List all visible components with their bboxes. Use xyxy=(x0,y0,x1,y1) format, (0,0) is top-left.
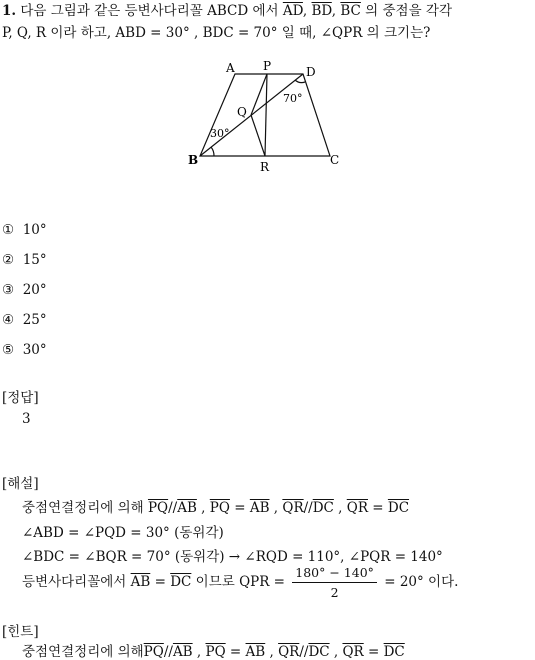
segment-pq: $\overline{PQ}$ xyxy=(147,500,169,516)
segment-ab: $\overline{AB}$ xyxy=(172,644,193,660)
segment-pr xyxy=(265,74,267,156)
option-mark: ④ xyxy=(2,312,15,328)
segment-qr: $\overline{QR}$ xyxy=(278,644,300,660)
angle-label-70: 70° xyxy=(283,92,303,105)
text: = 20° 이다. xyxy=(379,574,459,590)
segment-bc: $\overline{BC}$ xyxy=(340,3,361,19)
parallel-sign: // xyxy=(303,500,313,516)
segment-ad: $\overline{AD}$ xyxy=(282,3,303,19)
option-mark: ⑤ xyxy=(2,342,15,358)
option-mark: ① xyxy=(2,222,15,238)
option-mark: ③ xyxy=(2,282,15,298)
text: 중점연결정리에 의해 xyxy=(22,644,144,660)
equals-sign: = xyxy=(367,500,388,516)
angle-arc-70 xyxy=(295,80,305,83)
angle-label-30: 30° xyxy=(210,127,230,140)
explanation-line-4 xyxy=(22,565,458,600)
segment-dc: $\overline{DC}$ xyxy=(312,500,334,516)
segment-dc: $\overline{DC}$ xyxy=(387,500,410,516)
separator: , xyxy=(196,500,210,516)
question-text: 의 중점을 각각 xyxy=(360,3,453,19)
segment-ab: $\overline{AB}$ xyxy=(177,500,197,516)
segment-pq: $\overline{PQ}$ xyxy=(205,644,226,660)
equals-sign: = xyxy=(150,574,171,590)
parallel-sign: // xyxy=(168,500,178,516)
text: 중점연결정리에 의해 xyxy=(22,500,148,516)
question-line-1 xyxy=(2,2,452,20)
fraction-denominator: 2 xyxy=(330,585,339,600)
angle-arc-30 xyxy=(211,147,214,156)
trapezoid-figure xyxy=(180,58,350,176)
explanation-line-1 xyxy=(22,496,409,516)
parallel-sign: // xyxy=(163,644,173,660)
text: 이므로 QPR = xyxy=(191,574,290,590)
segment-qr: $\overline{QR}$ xyxy=(282,500,304,516)
explanation-line-2: ∠ABD = ∠PQD = 30° (동위각) xyxy=(22,525,224,541)
option-5[interactable] xyxy=(2,342,47,358)
option-4[interactable] xyxy=(2,312,47,328)
hint-line-1 xyxy=(22,640,405,660)
answer-heading: [정답] xyxy=(2,390,39,406)
option-text: 25° xyxy=(22,312,47,328)
segment-pq: $\overline{PQ}$ xyxy=(143,644,164,660)
option-mark: ② xyxy=(2,252,15,268)
separator: , xyxy=(329,644,343,660)
label-r: R xyxy=(260,160,270,174)
segment-qr xyxy=(251,115,265,156)
option-1[interactable] xyxy=(2,222,47,238)
equals-sign: = xyxy=(229,500,250,516)
option-text: 10° xyxy=(22,222,47,238)
label-q: Q xyxy=(237,105,247,119)
parallel-sign: // xyxy=(299,644,309,660)
separator: , xyxy=(269,500,283,516)
option-2[interactable] xyxy=(2,252,47,268)
label-d: D xyxy=(306,65,316,79)
segment-ab: $\overline{AB}$ xyxy=(245,644,266,660)
segment-dc: $\overline{DC}$ xyxy=(170,574,192,590)
label-a: A xyxy=(226,61,235,75)
label-c: C xyxy=(330,153,340,167)
label-b: B xyxy=(188,153,199,167)
fraction xyxy=(292,565,377,600)
text: 등변사다리꼴에서 xyxy=(22,574,131,590)
segment-dc: $\overline{DC}$ xyxy=(383,644,405,660)
segment-dc: $\overline{DC}$ xyxy=(308,644,330,660)
segment-pq: $\overline{PQ}$ xyxy=(209,500,230,516)
hint-heading: [힌트] xyxy=(2,624,39,640)
option-text: 20° xyxy=(22,282,47,298)
question-number: 1. xyxy=(2,3,17,19)
separator: , xyxy=(302,3,312,19)
separator: , xyxy=(333,500,347,516)
answer-value: 3 xyxy=(22,411,31,427)
segment-qr: $\overline{QR}$ xyxy=(346,500,368,516)
explanation-heading: [해설] xyxy=(2,476,39,492)
separator: , xyxy=(192,644,206,660)
label-p: P xyxy=(263,59,272,73)
option-3[interactable] xyxy=(2,282,47,298)
fraction-numerator: 180° − 140° xyxy=(292,565,377,583)
separator: , xyxy=(265,644,279,660)
option-text: 30° xyxy=(22,342,47,358)
option-text: 15° xyxy=(22,252,47,268)
explanation-line-3: ∠BDC = ∠BQR = 70° (동위각) → ∠RQD = 110°, ∠PQR = 140° xyxy=(22,549,443,565)
segment-ab: $\overline{AB}$ xyxy=(249,500,270,516)
equals-sign: = xyxy=(363,644,384,660)
segment-qr: $\overline{QR}$ xyxy=(342,644,364,660)
segment-bd: $\overline{BD}$ xyxy=(311,3,332,19)
separator: , xyxy=(331,3,341,19)
segment-ab: $\overline{AB}$ xyxy=(130,574,151,590)
equals-sign: = xyxy=(225,644,246,660)
question-line-2: P, Q, R 이라 하고, ABD = 30° , BDC = 70° 일 때, ∠QPR 의 크기는? xyxy=(2,25,431,41)
question-text: 다음 그림과 같은 등변사다리꼴 ABCD 에서 xyxy=(20,3,283,19)
